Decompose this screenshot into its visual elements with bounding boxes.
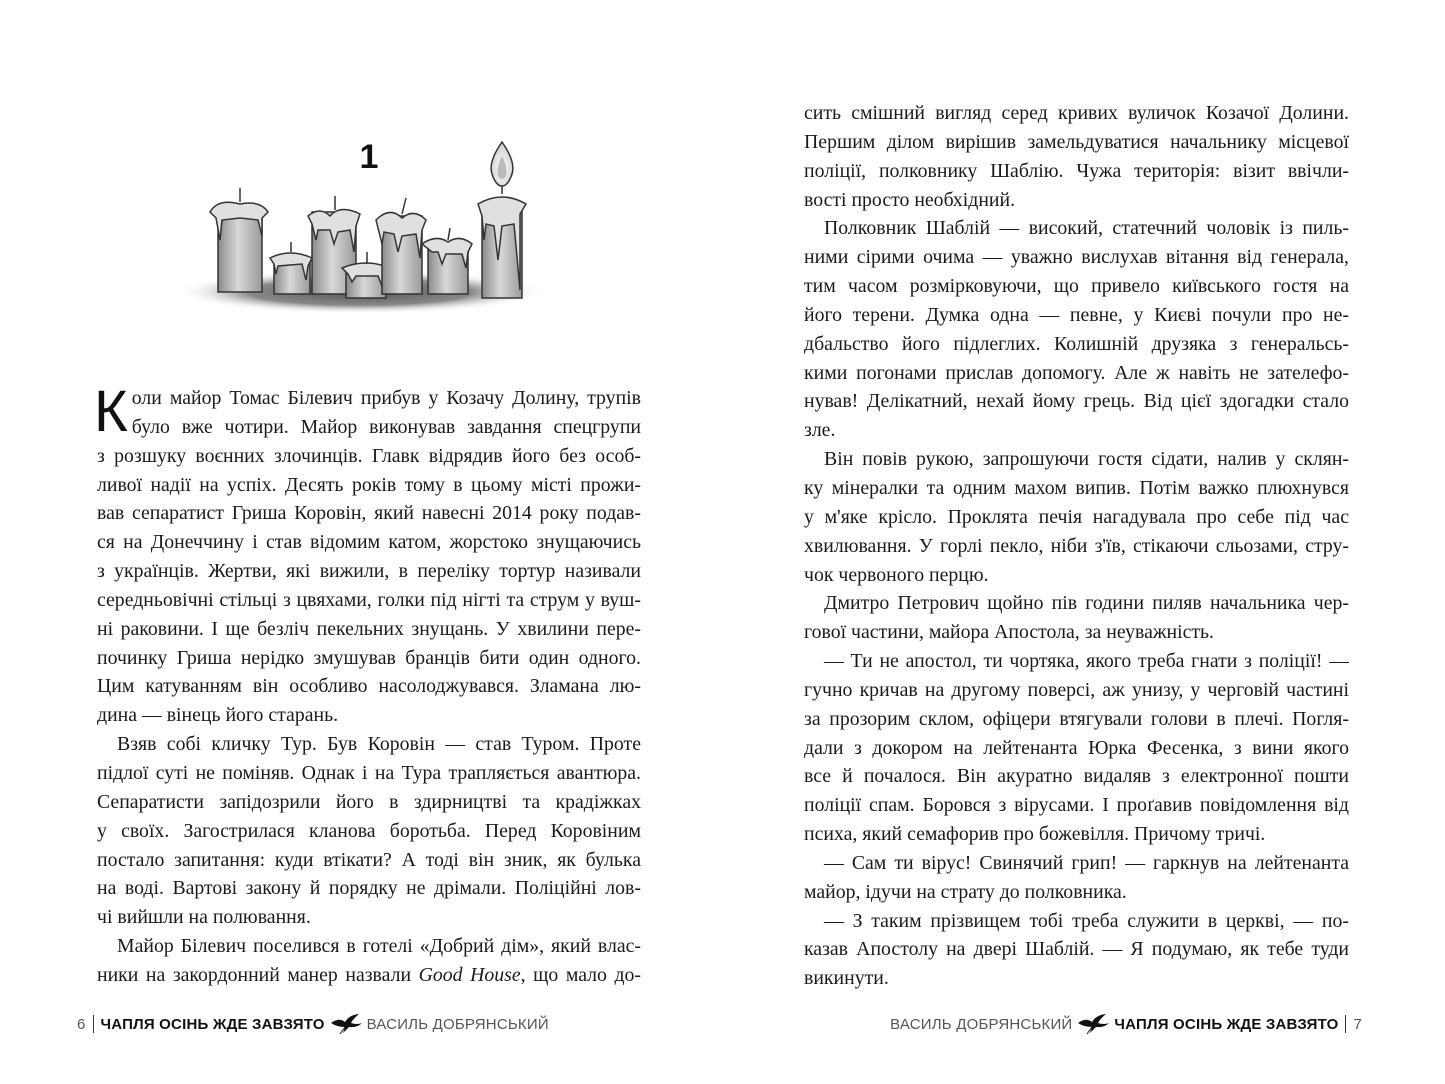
text-line: викинути. bbox=[804, 967, 889, 990]
text-line: Він повів рукою, запрошуючи гостя сідати, налив у склян- bbox=[824, 448, 1349, 471]
heron-icon bbox=[329, 1013, 363, 1035]
heron-icon bbox=[1076, 1013, 1110, 1035]
left-body-text bbox=[94, 379, 641, 990]
dropcap-letter: К bbox=[94, 379, 128, 444]
text-line: середньовічні стільці з цвяхами, голки під нігті та струм у вуш- bbox=[97, 588, 641, 611]
italic-hotel-name: Good House bbox=[418, 963, 521, 986]
text-line: дина — вінець його старань. bbox=[97, 704, 339, 727]
text-line: — З таким прізвищем тобі треба служити в церкві, — по- bbox=[824, 909, 1349, 932]
text-line: його терени. Думка одна — певне, у Києві почули про не- bbox=[804, 303, 1349, 326]
text-line: гучно кричав на другому поверсі, аж унизу, у черговій частині bbox=[804, 678, 1349, 701]
book-title: ЧАПЛЯ ОСІНЬ ЖДЕ ЗАВЗЯТО bbox=[1114, 1015, 1339, 1033]
left-page bbox=[0, 0, 722, 1084]
text-span: ники на закордонний манер назвали bbox=[97, 963, 419, 986]
candles-illustration bbox=[170, 140, 550, 315]
text-line: майор, ідучи на страту до полковника. bbox=[804, 880, 1127, 903]
author-name: ВАСИЛЬ ДОБРЯНСЬКИЙ bbox=[366, 1015, 549, 1033]
text-line: постало запитання: куди втікати? А тоді він зник, як булька bbox=[97, 848, 641, 871]
text-line: Дмитро Петрович щойно пів години пиляв начальника чер- bbox=[824, 592, 1349, 615]
text-line: хвилювання. У горлі пекло, ніби з'їв, стікаючи сльозами, стру- bbox=[804, 534, 1349, 557]
text-line: чі вийшли на полювання. bbox=[97, 906, 311, 929]
text-line: ку мінералки та одним махом випив. Потім важко плюхнувся bbox=[804, 476, 1349, 499]
text-line: зле. bbox=[804, 419, 836, 442]
left-footer bbox=[77, 1013, 549, 1035]
text-line: гової частини, майора Апостола, за неуважність. bbox=[804, 621, 1214, 644]
text-line: вав сепаратист Гриша Коровін, який навесні 2014 року подав- bbox=[97, 502, 641, 525]
text-line: ся на Донеччину і став відомим катом, жорстоко знущаючись bbox=[97, 531, 641, 554]
text-line: починку Гриша нерідко змушував бранців бити один одного. bbox=[97, 646, 641, 669]
text-line: — Сам ти вірус! Свинячий грип! — гаркнув на лейтенанта bbox=[824, 851, 1349, 874]
text-line: на воді. Вартові закону й порядку не дрімали. Поліційні лов- bbox=[97, 877, 641, 900]
text-line: оли майор Томас Білевич прибув у Козачу Долину, трупів bbox=[131, 387, 641, 409]
text-span: , що мало до- bbox=[520, 963, 641, 986]
text-line: Взяв собі кличку Тур. Був Коровін — став Туром. Проте bbox=[117, 733, 641, 756]
text-line: за прозорим склом, офіцери втягували голови в плечі. Погля- bbox=[804, 707, 1349, 730]
text-line: вості просто необхідний. bbox=[804, 188, 1016, 211]
text-line: чок червоного перцю. bbox=[804, 563, 989, 586]
text-line: у м'яке крісло. Проклята печія нагадувала про себе під час bbox=[804, 505, 1349, 528]
text-line: дбальство його підлеглих. Колишній друзяка з генеральсь- bbox=[804, 332, 1349, 355]
text-line: Цим катуванням він особливо насолоджувався. Зламана лю- bbox=[97, 675, 641, 698]
text-line: тим часом розмірковуючи, що привело київського гостя на bbox=[804, 275, 1349, 298]
text-line: ними сірими очима — уважно вислухав вітання від генерала, bbox=[804, 246, 1349, 269]
text-line: з українців. Жертви, які вижили, в переліку тортур називали bbox=[97, 560, 641, 583]
text-line: — Ти не апостол, ти чортяка, якого треба гнати з поліції! — bbox=[824, 650, 1349, 673]
page-number: 6 bbox=[77, 1015, 86, 1033]
text-line: Першим ділом вирішив замельдуватися начальнику місцевої bbox=[804, 130, 1349, 153]
text-line: підлої суті не поміняв. Однак і на Тура трапляється авантюра. bbox=[97, 761, 641, 784]
text-line: поліції спам. Боровся з вірусами. І проґавив повідомлення від bbox=[804, 794, 1349, 817]
divider bbox=[93, 1015, 94, 1033]
text-line: сить смішний вигляд серед кривих вуличок Козачої Долини. bbox=[804, 102, 1349, 124]
book-title: ЧАПЛЯ ОСІНЬ ЖДЕ ЗАВЗЯТО bbox=[100, 1015, 325, 1033]
text-line: Майор Білевич поселився в готелі «Добрий дім», який влас- bbox=[117, 935, 641, 958]
text-line: кими погонами прислав допомогу. Але ж навіть не зателефо- bbox=[804, 361, 1349, 384]
right-footer bbox=[890, 1013, 1362, 1035]
text-line: дали з докором на лейтенанта Юрка Фесенка, з вини якого bbox=[804, 736, 1349, 759]
author-name: ВАСИЛЬ ДОБРЯНСЬКИЙ bbox=[890, 1015, 1073, 1033]
text-line: Полковник Шаблій — високий, статечний чоловік із пиль- bbox=[824, 217, 1349, 240]
right-page bbox=[722, 0, 1445, 1084]
text-line: психа, який семафорив про божевілля. Причому тричі. bbox=[804, 823, 1266, 846]
page-number: 7 bbox=[1353, 1015, 1362, 1033]
text-line: з розшуку воєнних злочинців. Главк відрядив його без особ- bbox=[97, 444, 641, 467]
text-line: було вже чотири. Майор виконував завдання спецгрупи bbox=[131, 415, 641, 438]
text-line: Сепаратисти запідозрили його в здирництві та крадіжках bbox=[97, 790, 641, 813]
text-line: нував! Делікатний, нехай йому грець. Від цієї здогадки стало bbox=[804, 390, 1349, 413]
right-body-text bbox=[804, 99, 1349, 993]
divider bbox=[1345, 1015, 1346, 1033]
text-line: ливої надії на успіх. Десять років тому в цьому місті прожи- bbox=[97, 473, 641, 496]
chapter-number: 1 bbox=[359, 138, 379, 176]
text-line-mixed bbox=[97, 961, 641, 990]
text-line: ні раковини. І ще безліч пекельних знущань. У хвилини пере- bbox=[97, 617, 641, 640]
text-line: все й почалося. Він акуратно видаляв з електронної пошти bbox=[804, 765, 1349, 788]
text-line: у своїх. Загострилася кланова боротьба. Перед Коровіним bbox=[97, 819, 641, 842]
text-line: казав Апостолу на двері Шаблій. — Я подумаю, як тебе туди bbox=[804, 938, 1349, 961]
text-line: поліції, полковнику Шаблію. Чужа територія: візит ввічли- bbox=[804, 159, 1349, 182]
